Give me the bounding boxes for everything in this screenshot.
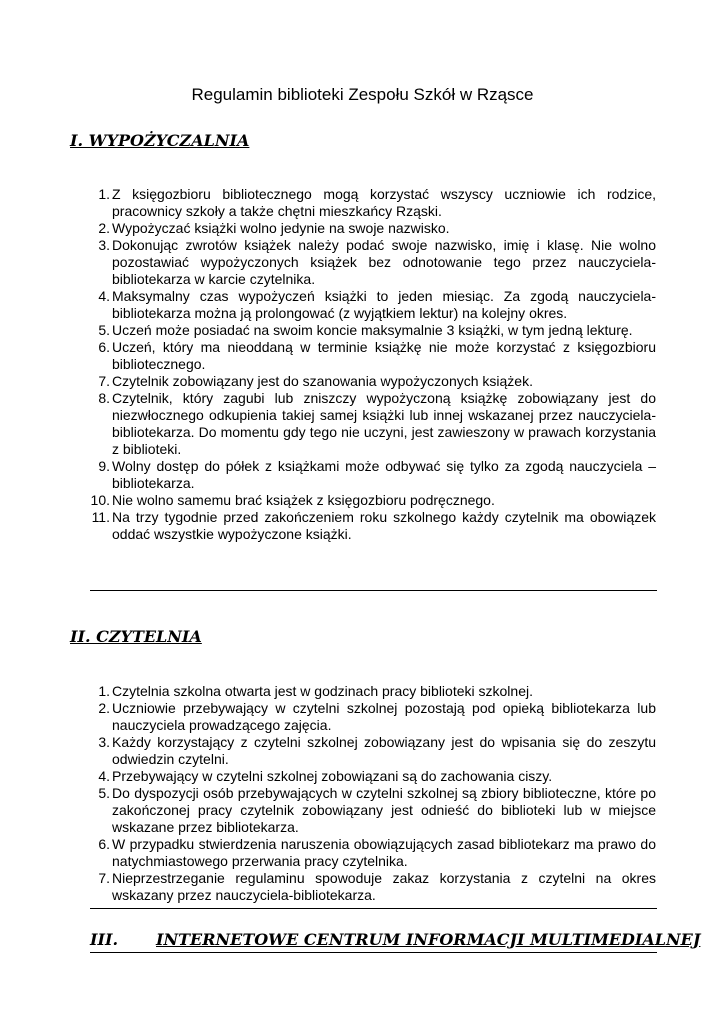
- list-item-number: 7.: [98, 373, 110, 389]
- list-item: [98, 237, 656, 288]
- list-item-number: 4.: [98, 768, 110, 784]
- list-item: [98, 458, 656, 492]
- list-item-text: Czytelnik zobowiązany jest do szanowania wypożyczonych książek.: [112, 373, 533, 389]
- list-item-number: 1.: [98, 683, 110, 699]
- list-item: [98, 734, 656, 768]
- list-item-text: Z księgozbioru bibliotecznego mogą korzystać wszyscy uczniowie ich rodzice, pracownicy szkoły a także chętni mieszkańcy Rząski.: [112, 186, 656, 219]
- list-item: [98, 339, 656, 373]
- section-divider: [90, 590, 657, 591]
- list-item: [98, 220, 656, 237]
- list-item-number: 2.: [98, 220, 110, 236]
- list-item-text: Czytelnia szkolna otwarta jest w godzinach pracy biblioteki szkolnej.: [112, 683, 533, 699]
- list-item-number: 9.: [98, 458, 110, 474]
- list-item-number: 10.: [90, 492, 110, 508]
- list-item-number: 3.: [98, 734, 110, 750]
- list-item-number: 5.: [98, 785, 110, 801]
- list-item: [98, 836, 656, 870]
- list-item: [98, 186, 656, 220]
- list-item-number: 5.: [98, 322, 110, 338]
- list-item-text: Wolny dostęp do półek z książkami może odbywać się tylko za zgodą nauczyciela – bibliotekarza.: [112, 458, 656, 491]
- list-item-text: Czytelnik, który zagubi lub zniszczy wypożyczoną książkę zobowiązany jest do niezwłocznego odkupienia takiej samej książki lub innej wskazanej przez nauczyciela-bibliotekarza. Do momentu gdy tego nie uczyni, jest zawieszony w prawach korzystania z biblioteki.: [112, 390, 656, 457]
- section-1-heading: I. WYPOŻYCZALNIA: [70, 131, 250, 150]
- list-item-number: 11.: [91, 509, 110, 525]
- list-item-number: 7.: [98, 870, 110, 886]
- list-item-text: Każdy korzystający z czytelni szkolnej zobowiązany jest do wpisania się do zeszytu odwiedzin czytelni.: [112, 734, 656, 767]
- list-item-number: 6.: [98, 339, 110, 355]
- list-item-text: W przypadku stwierdzenia naruszenia obowiązujących zasad bibliotekarz ma prawo do natychmiastowego przerwania pracy czytelnika.: [112, 836, 656, 869]
- list-item: [98, 700, 656, 734]
- list-item-text: Maksymalny czas wypożyczeń książki to jeden miesiąc. Za zgodą nauczyciela-bibliotekarza można ją prolongować (z wyjątkiem lektur) na kolejny okres.: [112, 288, 656, 321]
- list-item-text: Wypożyczać książki wolno jedynie na swoje nazwisko.: [112, 220, 450, 236]
- list-item-number: 1.: [98, 186, 110, 202]
- list-item-text: Na trzy tygodnie przed zakończeniem roku szkolnego każdy czytelnik ma obowiązek oddać wszystkie wypożyczone książki.: [112, 509, 656, 542]
- section-3-title: INTERNETOWE CENTRUM INFORMACJI MULTIMEDIALNEJ: [156, 930, 701, 949]
- list-item-number: 8.: [98, 390, 110, 406]
- list-item-text: Dokonując zwrotów książek należy podać swoje nazwisko, imię i klasę. Nie wolno pozostawiać wypożyczonych książek bez odnotowanie tego przez nauczyciela-bibliotekarza w karcie czytelnika.: [112, 237, 656, 287]
- list-item-text: Uczeń może posiadać na swoim koncie maksymalnie 3 książki, w tym jedną lekturę.: [112, 322, 633, 338]
- list-item: [98, 870, 656, 904]
- list-item: [98, 322, 656, 339]
- list-item-text: Przebywający w czytelni szkolnej zobowiązani są do zachowania ciszy.: [112, 768, 553, 784]
- list-item: [98, 768, 656, 785]
- list-item-text: Do dyspozycji osób przebywających w czytelni szkolnej są zbiory biblioteczne, które po zakończonej pracy czytelnik zobowiązany jest odnieść do biblioteki lub w miejsce wskazane przez bibliotekarza.: [112, 785, 656, 835]
- section-divider: [90, 952, 657, 953]
- list-item-text: Uczeń, który ma nieoddaną w terminie książkę nie może korzystać z księgozbioru bibliotecznego.: [112, 339, 656, 372]
- list-item-number: 2.: [98, 700, 110, 716]
- section-2-list: [98, 683, 656, 904]
- list-item-number: 3.: [98, 237, 110, 253]
- section-3-heading: [90, 930, 701, 950]
- document-title: Regulamin biblioteki Zespołu Szkół w Rząsce: [191, 85, 534, 104]
- list-item: [98, 373, 656, 390]
- section-2-heading: II. CZYTELNIA: [70, 627, 202, 646]
- list-item-text: Nie wolno samemu brać książek z księgozbioru podręcznego.: [112, 492, 495, 508]
- list-item: [98, 683, 656, 700]
- list-item: [98, 785, 656, 836]
- section-1-list: [90, 186, 656, 543]
- list-item-number: 6.: [98, 836, 110, 852]
- list-item-text: Uczniowie przebywający w czytelni szkolnej pozostają pod opieką bibliotekarza lub nauczyciela prowadzącego zajęcia.: [112, 700, 656, 733]
- list-item: [90, 492, 656, 509]
- list-item: [98, 288, 656, 322]
- list-item-number: 4.: [98, 288, 110, 304]
- list-item-text: Nieprzestrzeganie regulaminu spowoduje zakaz korzystania z czytelni na okres wskazany przez nauczyciela-bibliotekarza.: [112, 870, 656, 903]
- list-item: [98, 390, 656, 458]
- section-divider: [90, 908, 657, 909]
- list-item: [91, 509, 656, 543]
- section-3-number: III.: [90, 930, 119, 949]
